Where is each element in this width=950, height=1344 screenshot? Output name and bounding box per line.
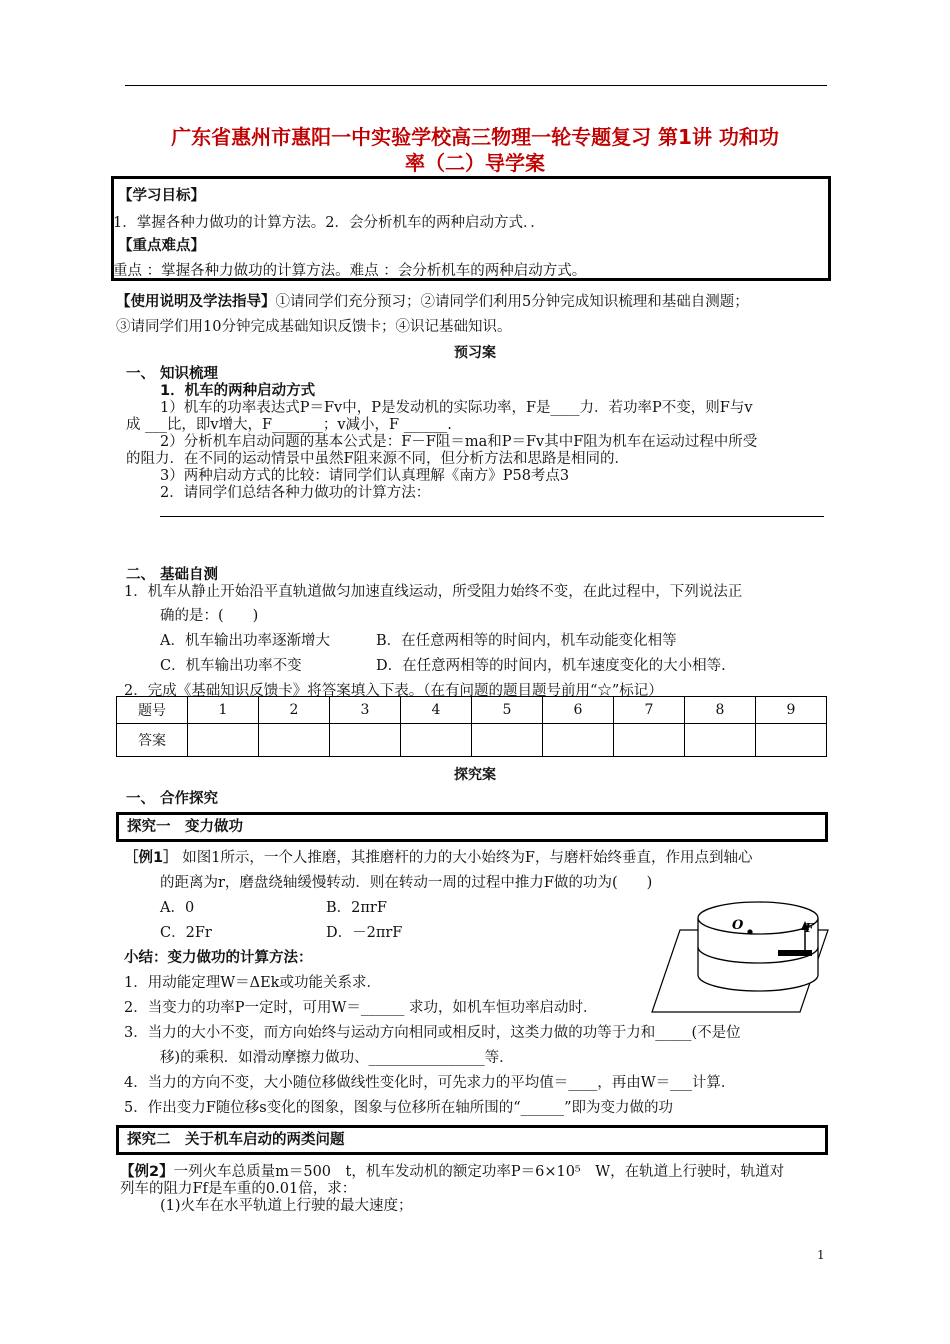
para-3: 3）两种启动方式的比较：请同学们认真理解《南方》P58考点3 [160, 468, 570, 484]
section-1-subtitle-1: 1．机车的两种启动方式 [160, 383, 316, 399]
option-d: D．在任意两相等的时间内，机车速度变化的大小相等. [376, 658, 726, 674]
usage-line-1 [116, 290, 749, 311]
preview-heading: 预习案 [454, 345, 496, 361]
example-1-line-2: 的距离为r，磨盘绕轴缓慢转动．则在转动一周的过程中推力F做的功为( ) [160, 875, 653, 891]
section-1-subtitle-2: 2．请同学们总结各种力做功的计算方法： [160, 485, 431, 501]
option-a: A．机车输出功率逐渐增大 [160, 633, 330, 649]
section-2-title: 二、 基础自测 [126, 567, 219, 583]
table-cell: 8 [685, 697, 756, 724]
table-header-cell: 题号 [117, 697, 188, 724]
label-o: O [732, 918, 744, 933]
para-1b: 成 ___比，即v增大，F_______；v减小，F ______. [126, 417, 452, 433]
explore-box-2: 探究二 关于机车启动的两类问题 [116, 1125, 828, 1155]
question-1-line-2: 确的是：( ) [160, 608, 259, 624]
answer-cell[interactable] [685, 724, 756, 757]
answer-cell[interactable] [543, 724, 614, 757]
summary-item-2: 2．当变力的功率P一定时，可用W＝______ 求功，如机车恒功率启动时． [124, 1000, 598, 1016]
key-points-text: 重点 ：掌握各种力做功的计算方法。难点 ：会分析机车的两种启动方式。 [113, 263, 587, 279]
document-title [120, 124, 830, 176]
example-1-option-b: B．2πrF [326, 900, 387, 916]
summary-title: 小结：变力做功的计算方法： [124, 950, 313, 966]
table-header-cell: 答案 [117, 724, 188, 757]
option-b: B．在任意两相等的时间内，机车动能变化相等 [376, 633, 677, 649]
millstone-figure [650, 885, 830, 1015]
example-1-text: 如图1所示，一个人推磨，其推磨杆的力的大小始终为F，与磨杆始终垂直，作用点到轴心 [182, 850, 753, 866]
answer-cell[interactable] [472, 724, 543, 757]
summary-item-1: 1．用动能定理W＝ΔEk或功能关系求． [124, 975, 381, 991]
para-1a: 1）机车的功率表达式P＝Fv中，P是发动机的实际功率，F是____力．若功率P不变，则F与v [160, 400, 753, 416]
example-1-label: ［例1］ [124, 850, 178, 866]
example-2-text: 一列火车总质量m＝500 t，机车发动机的额定功率P＝6×10⁵ W，在轨道上行驶时，轨道对 [173, 1164, 785, 1180]
question-2: 2．完成《基础知识反馈卡》将答案填入下表。（在有问题的题目题号前用“☆”标记） [124, 683, 663, 699]
table-cell: 4 [401, 697, 472, 724]
table-cell: 5 [472, 697, 543, 724]
example-2-line-2: 列车的阻力Ff是车重的0.01倍，求： [120, 1181, 357, 1197]
question-1-line-1: 1．机车从静止开始沿平直轨道做匀加速直线运动，所受阻力始终不变，在此过程中，下列说法正 [124, 584, 743, 600]
para-2a: 2）分析机车启动问题的基本公式是：F－F阻＝ma和P＝Fv其中F阻为机车在运动过程中所受 [160, 434, 758, 450]
title-line-1: 广东省惠州市惠阳一中实验学校高三物理一轮专题复习 第1讲 功和功 [171, 125, 779, 149]
usage-text-1: ①请同学们充分预习；②请同学们利用5分钟完成知识梳理和基础自测题； [275, 294, 749, 310]
summary-item-3b: 移)的乘积．如滑动摩擦力做功、________________等． [160, 1050, 514, 1066]
example-1-line-1 [124, 846, 753, 867]
summary-item-4: 4．当力的方向不变，大小随位移做线性变化时，可先求力的平均值＝____，再由W＝___计算． [124, 1075, 736, 1091]
table-cell: 7 [614, 697, 685, 724]
explore-box-1: 探究一 变力做功 [116, 812, 828, 842]
table-row [117, 724, 827, 757]
para-2b: 的阻力．在不同的运动情景中虽然F阻来源不同，但分析方法和思路是相同的． [126, 451, 630, 467]
example-2-label: 【例2】 [120, 1164, 174, 1180]
goals-heading: 【学习目标】 [118, 188, 205, 204]
title-line-2: 率（二）导学案 [405, 151, 545, 175]
table-cell: 6 [543, 697, 614, 724]
example-1-option-a: A．0 [160, 900, 195, 916]
table-cell: 2 [259, 697, 330, 724]
answer-cell[interactable] [756, 724, 827, 757]
example-1-option-c: C．2Fr [160, 925, 212, 941]
example-1-option-d: D．－2πrF [326, 925, 403, 941]
explore-heading: 探究案 [454, 767, 496, 783]
example-2-line-3: (1)火车在水平轨道上行驶的最大速度； [160, 1198, 413, 1214]
usage-heading: 【使用说明及学法指导】 [116, 294, 276, 310]
page-number: 1 [817, 1248, 825, 1262]
table-row [117, 697, 827, 724]
option-c: C．机车输出功率不变 [160, 658, 302, 674]
table-cell: 1 [188, 697, 259, 724]
goals-text: 1．掌握各种力做功的计算方法。2．会分析机车的两种启动方式．． [113, 215, 545, 231]
answer-table [116, 696, 827, 757]
table-cell: 3 [330, 697, 401, 724]
label-f: F [805, 921, 814, 935]
key-points-heading: 【重点难点】 [118, 238, 205, 254]
usage-line-2: ③请同学们用10分钟完成基础知识反馈卡；④识记基础知识。 [116, 319, 512, 335]
answer-blank-line [160, 516, 824, 517]
summary-item-3a: 3．当力的大小不变，而方向始终与运动方向相同或相反时，这类力做的功等于力和_____(不是位 [124, 1025, 741, 1041]
cooperation-title: 一、 合作探究 [126, 791, 219, 807]
summary-item-5: 5．作出变力F随位移s变化的图象，图象与位移所在轴所围的“______”即为变力做的功 [124, 1100, 674, 1116]
answer-cell[interactable] [259, 724, 330, 757]
table-cell: 9 [756, 697, 827, 724]
section-1-title: 一、 知识梳理 [126, 366, 219, 382]
answer-cell[interactable] [614, 724, 685, 757]
answer-cell[interactable] [330, 724, 401, 757]
answer-cell[interactable] [188, 724, 259, 757]
answer-cell[interactable] [401, 724, 472, 757]
header-rule [125, 85, 827, 86]
